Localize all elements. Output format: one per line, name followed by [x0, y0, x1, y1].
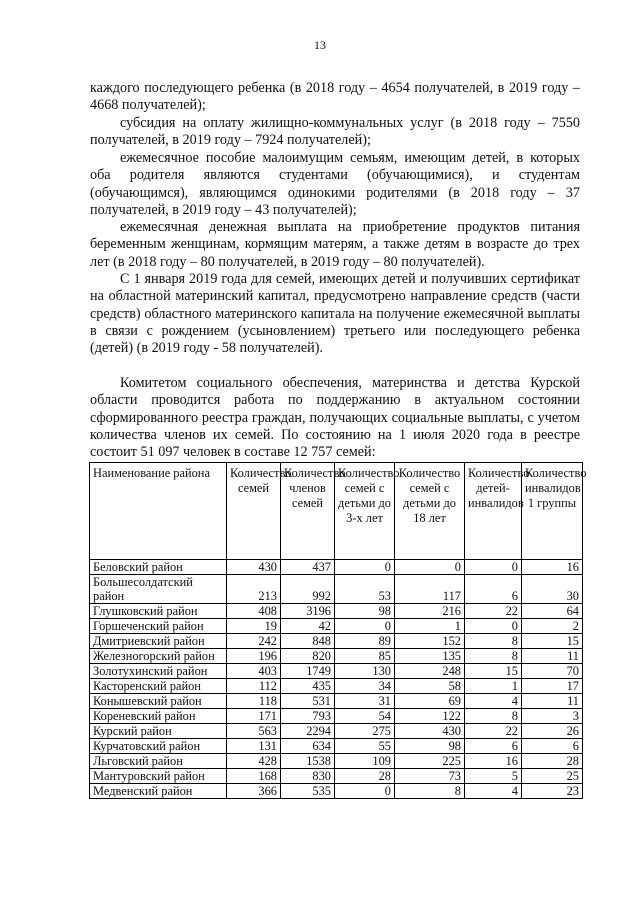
cell-families-count: 563 [227, 724, 281, 739]
cell-families-under-18: 152 [395, 634, 465, 649]
table-row [90, 664, 583, 679]
cell-members-count: 992 [281, 575, 335, 604]
cell-district-name: Большесолдатский район [90, 575, 227, 604]
paragraph-3: ежемесячное пособие малоимущим семьям, имеющим детей, в которых оба родителя являются студентами (обучающимися), и студентам (обучающимся), являющимся одинокими родителями (в 2018 году – 37 получателей, в 2019 году – 43 получателей); [90, 150, 580, 218]
cell-families-under-18: 216 [395, 604, 465, 619]
cell-families-count: 131 [227, 739, 281, 754]
cell-families-count: 213 [227, 575, 281, 604]
cell-group1-disabled: 25 [522, 769, 583, 784]
cell-disabled-children: 16 [465, 754, 522, 769]
cell-families-under-18: 225 [395, 754, 465, 769]
header-disabled-children: Количество детей-инвалидов [465, 463, 522, 560]
cell-district-name: Беловский район [90, 560, 227, 575]
paragraph-5: С 1 января 2019 года для семей, имеющих детей и получивших сертификат на областной материнский капитал, предусмотрено направление средств (части средств) областного материнского капитала на получение ежемесячной выплаты в связи с рождением (усыновлением) третьего или последующего ребенка (детей) (в 2019 году - 58 получателей). [90, 271, 580, 356]
cell-disabled-children: 0 [465, 619, 522, 634]
header-members-count: Количество членов семей [281, 463, 335, 560]
cell-families-under-18: 117 [395, 575, 465, 604]
cell-group1-disabled: 11 [522, 694, 583, 709]
cell-members-count: 435 [281, 679, 335, 694]
page-number: 13 [314, 38, 326, 52]
table-row [90, 709, 583, 724]
cell-district-name: Курчатовский район [90, 739, 227, 754]
cell-district-name: Железногорский район [90, 649, 227, 664]
cell-families-count: 196 [227, 649, 281, 664]
table-row [90, 634, 583, 649]
cell-families-under-3: 98 [335, 604, 395, 619]
table-row [90, 784, 583, 799]
cell-families-count: 408 [227, 604, 281, 619]
cell-district-name: Кореневский район [90, 709, 227, 724]
cell-families-count: 112 [227, 679, 281, 694]
cell-families-count: 430 [227, 560, 281, 575]
header-families-children-under-18: Количество семей с детьми до 18 лет [395, 463, 465, 560]
cell-district-name: Золотухинский район [90, 664, 227, 679]
table-header-row [90, 463, 583, 560]
cell-disabled-children: 8 [465, 649, 522, 664]
cell-district-name: Льговский район [90, 754, 227, 769]
cell-families-under-18: 1 [395, 619, 465, 634]
table-row [90, 560, 583, 575]
table-row [90, 619, 583, 634]
cell-members-count: 634 [281, 739, 335, 754]
cell-district-name: Конышевский район [90, 694, 227, 709]
cell-members-count: 820 [281, 649, 335, 664]
cell-group1-disabled: 16 [522, 560, 583, 575]
cell-district-name: Глушковский район [90, 604, 227, 619]
cell-families-count: 168 [227, 769, 281, 784]
cell-families-under-18: 248 [395, 664, 465, 679]
table-row [90, 724, 583, 739]
cell-district-name: Дмитриевский район [90, 634, 227, 649]
cell-families-under-3: 34 [335, 679, 395, 694]
cell-district-name: Касторенский район [90, 679, 227, 694]
table-row [90, 754, 583, 769]
cell-families-under-18: 69 [395, 694, 465, 709]
table-row [90, 575, 583, 604]
cell-families-count: 171 [227, 709, 281, 724]
paragraph-1: каждого последующего ребенка (в 2018 году – 4654 получателей, в 2019 году – 4668 получателей); [90, 80, 580, 114]
cell-members-count: 1749 [281, 664, 335, 679]
cell-group1-disabled: 30 [522, 575, 583, 604]
table-row [90, 649, 583, 664]
cell-families-under-3: 89 [335, 634, 395, 649]
table-row [90, 679, 583, 694]
cell-families-under-18: 73 [395, 769, 465, 784]
cell-families-under-3: 0 [335, 560, 395, 575]
paragraph-6: Комитетом социального обеспечения, материнства и детства Курской области проводится работа по поддержанию в актуальном состоянии сформированного реестра граждан, получающих социальные выплаты, с учетом количества членов их семей. По состоянию на 1 июля 2020 года в реестре состоит 51 097 человек в составе 12 757 семей: [90, 375, 580, 460]
table-row [90, 604, 583, 619]
cell-families-count: 118 [227, 694, 281, 709]
cell-families-under-3: 85 [335, 649, 395, 664]
cell-families-under-18: 8 [395, 784, 465, 799]
cell-members-count: 1538 [281, 754, 335, 769]
cell-families-count: 428 [227, 754, 281, 769]
cell-disabled-children: 22 [465, 604, 522, 619]
cell-members-count: 848 [281, 634, 335, 649]
cell-disabled-children: 4 [465, 694, 522, 709]
cell-families-count: 242 [227, 634, 281, 649]
cell-disabled-children: 8 [465, 709, 522, 724]
header-group1-disabled: Количество инвалидов 1 группы [522, 463, 583, 560]
cell-members-count: 535 [281, 784, 335, 799]
cell-district-name: Курский район [90, 724, 227, 739]
cell-families-under-3: 31 [335, 694, 395, 709]
cell-disabled-children: 22 [465, 724, 522, 739]
cell-disabled-children: 0 [465, 560, 522, 575]
table-row [90, 769, 583, 784]
cell-group1-disabled: 26 [522, 724, 583, 739]
cell-families-count: 19 [227, 619, 281, 634]
cell-families-under-3: 55 [335, 739, 395, 754]
cell-families-under-3: 0 [335, 619, 395, 634]
cell-group1-disabled: 64 [522, 604, 583, 619]
cell-disabled-children: 6 [465, 575, 522, 604]
cell-disabled-children: 8 [465, 634, 522, 649]
cell-families-under-3: 109 [335, 754, 395, 769]
cell-members-count: 793 [281, 709, 335, 724]
cell-families-under-3: 275 [335, 724, 395, 739]
cell-families-under-18: 0 [395, 560, 465, 575]
cell-families-under-18: 98 [395, 739, 465, 754]
cell-group1-disabled: 17 [522, 679, 583, 694]
cell-families-under-18: 430 [395, 724, 465, 739]
cell-members-count: 3196 [281, 604, 335, 619]
cell-disabled-children: 1 [465, 679, 522, 694]
table-body [90, 560, 583, 799]
cell-families-under-18: 135 [395, 649, 465, 664]
cell-group1-disabled: 23 [522, 784, 583, 799]
cell-families-count: 366 [227, 784, 281, 799]
table-row [90, 694, 583, 709]
cell-group1-disabled: 70 [522, 664, 583, 679]
cell-members-count: 531 [281, 694, 335, 709]
cell-members-count: 2294 [281, 724, 335, 739]
cell-families-under-18: 58 [395, 679, 465, 694]
cell-district-name: Медвенский район [90, 784, 227, 799]
cell-disabled-children: 4 [465, 784, 522, 799]
header-families-count: Количество семей [227, 463, 281, 560]
cell-families-under-3: 28 [335, 769, 395, 784]
paragraph-2: субсидия на оплату жилищно-коммунальных услуг (в 2018 году – 7550 получателей, в 2019 году – 7924 получателей); [90, 115, 580, 149]
cell-district-name: Горшеченский район [90, 619, 227, 634]
cell-families-under-3: 0 [335, 784, 395, 799]
cell-disabled-children: 6 [465, 739, 522, 754]
header-district-name: Наименование района [90, 463, 227, 560]
cell-families-under-18: 122 [395, 709, 465, 724]
cell-district-name: Мантуровский район [90, 769, 227, 784]
cell-group1-disabled: 11 [522, 649, 583, 664]
cell-families-under-3: 130 [335, 664, 395, 679]
cell-families-under-3: 53 [335, 575, 395, 604]
cell-disabled-children: 5 [465, 769, 522, 784]
district-registry-table [89, 462, 587, 799]
cell-group1-disabled: 6 [522, 739, 583, 754]
paragraph-4: ежемесячная денежная выплата на приобретение продуктов питания беременным женщинам, кормящим матерям, а также детям в возрасте до трех лет (в 2018 году – 80 получателей, в 2019 году – 80 получателей). [90, 219, 580, 270]
header-families-children-under-3: Количество семей с детьми до 3-х лет [335, 463, 395, 560]
cell-group1-disabled: 28 [522, 754, 583, 769]
cell-families-under-3: 54 [335, 709, 395, 724]
cell-members-count: 42 [281, 619, 335, 634]
cell-members-count: 830 [281, 769, 335, 784]
cell-group1-disabled: 2 [522, 619, 583, 634]
cell-members-count: 437 [281, 560, 335, 575]
cell-families-count: 403 [227, 664, 281, 679]
cell-disabled-children: 15 [465, 664, 522, 679]
cell-group1-disabled: 3 [522, 709, 583, 724]
cell-group1-disabled: 15 [522, 634, 583, 649]
table-row [90, 739, 583, 754]
